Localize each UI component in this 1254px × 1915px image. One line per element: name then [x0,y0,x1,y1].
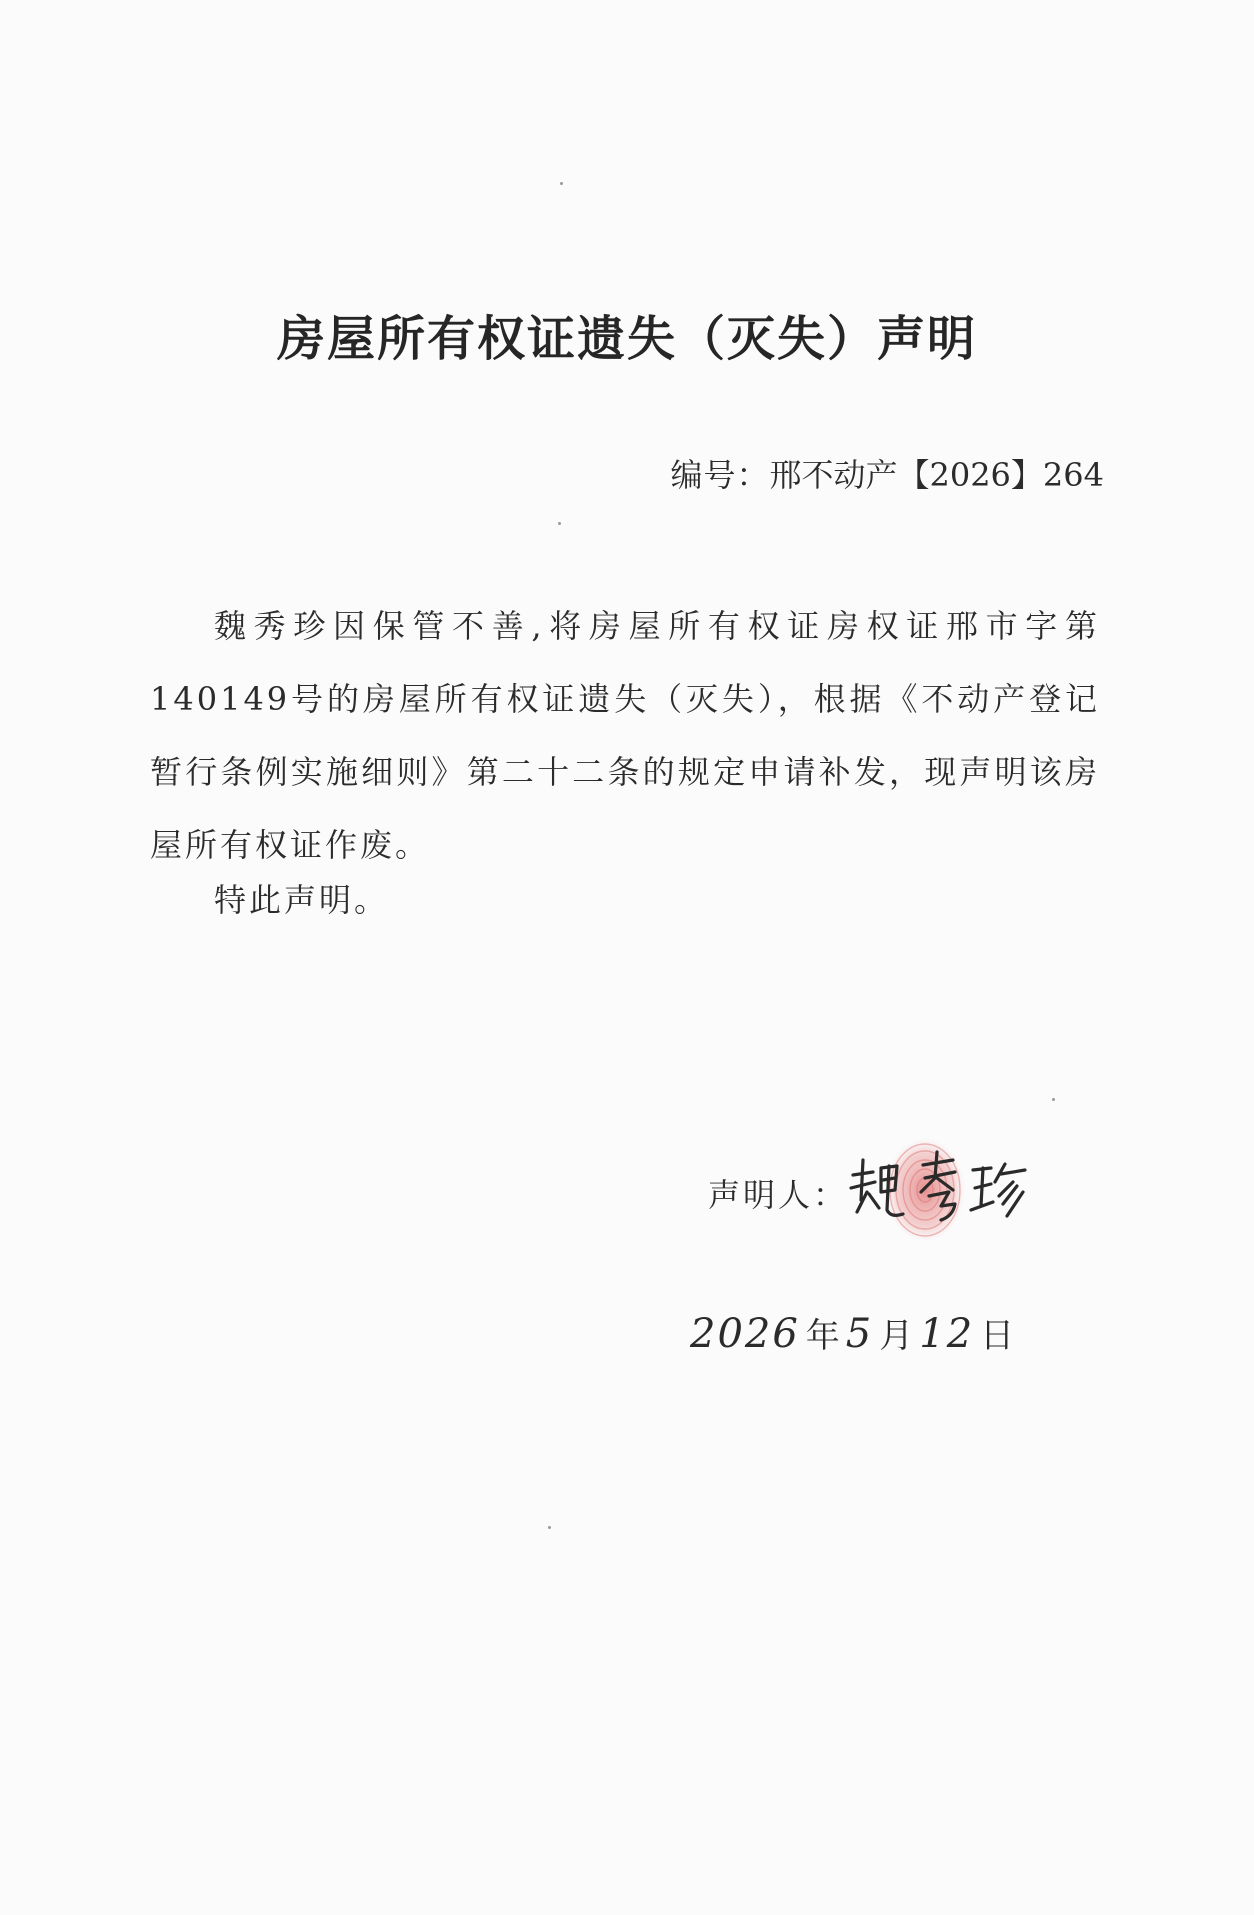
document-number [670,450,1104,496]
document-number-label: 编号： [670,456,770,494]
paper-speck [558,522,561,525]
document-title: 房屋所有权证遗失（灭失）声明 [276,311,977,367]
document-number-value: 邢不动产【2026】264 [769,456,1104,494]
date-month-char: 月 [879,1316,914,1356]
date-day: 12 [919,1311,975,1357]
date-day-char: 日 [980,1316,1015,1356]
paper-speck [1052,1098,1055,1101]
declaration-body: 魏秀珍因保管不善,将房屋所有权证房权证邢市字第140149号的房屋所有权证遗失（灭失），根据《不动产登记暂行条例实施细则》第二十二条的规定申请补发，现声明该房屋所有权证作废。 [150,607,1100,864]
declarant-label: 声明人： [708,1176,849,1214]
date-year: 2026 [690,1311,800,1357]
paper-speck [548,1526,551,1529]
closing-statement: 特此声明。 [214,881,390,919]
date-month: 5 [845,1311,874,1357]
paper-speck [560,182,563,185]
handwritten-signature [845,1130,1045,1260]
date-year-char: 年 [805,1316,840,1356]
declaration-date [690,1308,1020,1357]
